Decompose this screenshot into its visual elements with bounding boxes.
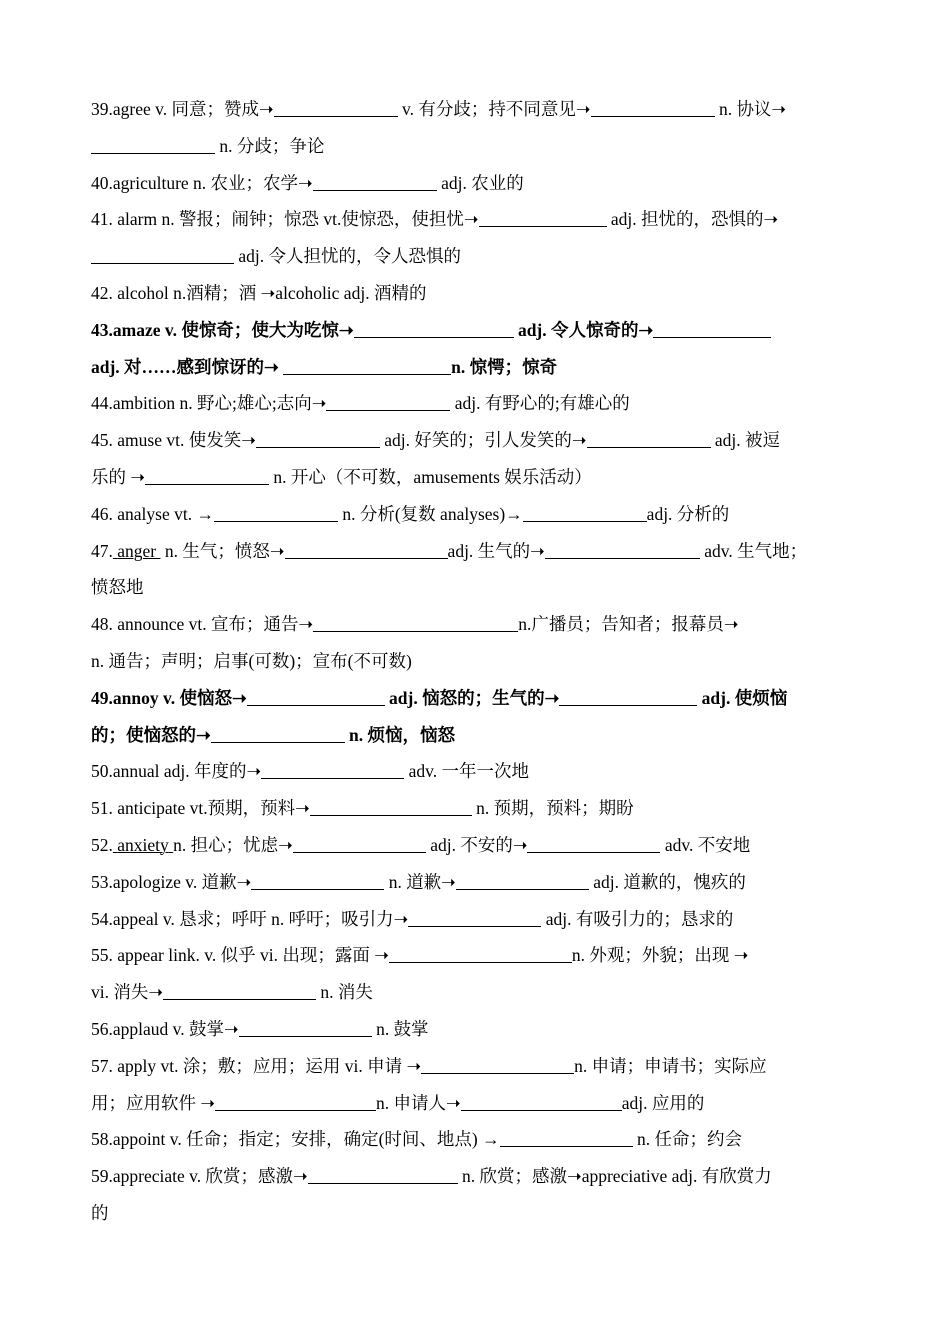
line-53 [91, 864, 863, 901]
answer-blank[interactable] [91, 243, 234, 264]
text: adj. 有吸引力的；恳求的 [545, 908, 734, 929]
text: 愤怒地 [91, 577, 144, 598]
line-42 [91, 275, 863, 312]
text: n. 外观；外貌；出现 ➝ [571, 945, 749, 966]
answer-blank[interactable] [214, 501, 338, 522]
text: vi. 消失➝ [91, 982, 164, 1003]
answer-blank[interactable] [326, 390, 450, 411]
text: adj. 好笑的；引人发笑的➝ [384, 430, 587, 451]
text: 42. alcohol n.酒精；酒 ➝alcoholic adj. 酒精的 [91, 282, 427, 303]
text: adj. 应用的 [621, 1092, 705, 1113]
line-49-cont [91, 717, 863, 754]
text: adj. 令人担忧的，令人恐惧的 [238, 246, 462, 267]
text: adj. 道歉的，愧疚的 [593, 871, 746, 892]
answer-blank[interactable] [215, 1090, 376, 1111]
line-49 [91, 680, 863, 717]
text: adj. 令人惊奇的➝ [517, 319, 654, 340]
text: 58.appoint v. 任命；指定；安排，确定(时间、地点) → [91, 1129, 500, 1150]
answer-blank[interactable] [308, 1163, 458, 1184]
text: adv. 不安地 [664, 834, 751, 855]
text: 46. analyse vt. → [91, 503, 214, 524]
text: n. 鼓掌 [376, 1018, 429, 1039]
text: 40.agriculture n. 农业；农学➝ [91, 172, 313, 193]
text: 57. apply vt. 涂；敷；应用；运用 vi. 申请 ➝ [91, 1055, 422, 1076]
text: 52. [91, 834, 113, 855]
text: n.广播员；告知者；报幕员➝ [518, 614, 739, 635]
answer-blank[interactable] [461, 1090, 622, 1111]
answer-blank[interactable] [251, 869, 384, 890]
text: n. 担心；忧虑➝ [173, 834, 293, 855]
answer-blank[interactable] [310, 795, 472, 816]
text: 54.appeal v. 恳求；呼吁 n. 呼吁；吸引力➝ [91, 908, 409, 929]
answer-blank[interactable] [545, 538, 700, 559]
text: n. 消失 [320, 982, 373, 1003]
answer-blank[interactable] [247, 685, 385, 706]
answer-blank[interactable] [283, 354, 451, 375]
text: 的；使恼怒的➝ [91, 724, 211, 745]
answer-blank[interactable] [274, 96, 398, 117]
line-47-cont [91, 569, 863, 606]
line-52 [91, 827, 863, 864]
keyword-underlined: anxiety [117, 834, 169, 855]
line-55-cont [91, 974, 863, 1011]
line-56 [91, 1011, 863, 1048]
line-40 [91, 165, 863, 202]
text: 48. announce vt. 宣布；通告➝ [91, 614, 314, 635]
text: 49.annoy v. 使恼怒➝ [91, 687, 247, 708]
answer-blank[interactable] [389, 942, 572, 963]
line-43 [91, 312, 863, 349]
answer-blank[interactable] [91, 133, 215, 154]
answer-blank[interactable] [354, 317, 514, 338]
answer-blank[interactable] [293, 832, 426, 853]
keyword-underlined: anger [117, 540, 157, 561]
text: adv. 一年一次地 [408, 761, 529, 782]
answer-blank[interactable] [559, 685, 697, 706]
worksheet-page [91, 91, 863, 1232]
text: v. 有分歧；持不同意见➝ [402, 99, 591, 119]
line-46 [91, 496, 863, 533]
line-54 [91, 901, 863, 938]
text: n. 惊愕；惊奇 [451, 356, 558, 377]
answer-blank[interactable] [211, 722, 345, 743]
text: 59.appreciate v. 欣赏；感激➝ [91, 1166, 308, 1187]
line-59-cont [91, 1195, 863, 1232]
text: 乐的 ➝ [91, 466, 146, 487]
answer-blank[interactable] [421, 1053, 574, 1074]
text: n. 通告；声明；启事(可数)；宣布(不可数) [91, 650, 412, 671]
text: adj. 担忧的，恐惧的➝ [610, 209, 779, 230]
text: n. 分歧；争论 [219, 135, 325, 156]
answer-blank[interactable] [239, 1016, 372, 1037]
answer-blank[interactable] [527, 832, 660, 853]
text: 55. appear link. v. 似乎 vi. 出现；露面 ➝ [91, 945, 389, 966]
answer-blank[interactable] [313, 611, 518, 632]
text: adj. 被逗 [714, 430, 781, 451]
line-58 [91, 1121, 863, 1158]
text: adj. 分析的 [646, 503, 730, 524]
line-44 [91, 385, 863, 422]
answer-blank[interactable] [163, 979, 316, 1000]
answer-blank[interactable] [587, 427, 711, 448]
text: 47. [91, 540, 113, 561]
text: n. 申请人➝ [376, 1092, 461, 1113]
answer-blank[interactable] [313, 170, 437, 191]
line-57 [91, 1048, 863, 1085]
text: adv. 生气地； [704, 540, 808, 561]
line-57-cont [91, 1085, 863, 1122]
text: adj. 农业的 [441, 172, 524, 193]
text: n. 烦恼，恼怒 [349, 724, 456, 745]
answer-blank[interactable] [653, 317, 771, 338]
text: n. 任命；约会 [637, 1129, 743, 1150]
text: 44.ambition n. 野心;雄心;志向➝ [91, 393, 327, 414]
line-45 [91, 422, 863, 459]
answer-blank[interactable] [285, 538, 448, 559]
text: 用；应用软件 ➝ [91, 1092, 216, 1113]
answer-blank[interactable] [523, 501, 647, 522]
line-55 [91, 937, 863, 974]
text: 53.apologize v. 道歉➝ [91, 871, 252, 892]
text: adj. 有野心的;有雄心的 [454, 393, 630, 414]
text: n. 开心（不可数，amusements 娱乐活动） [273, 466, 592, 487]
text: 56.applaud v. 鼓掌➝ [91, 1018, 239, 1039]
line-39 [91, 91, 863, 128]
text: adj. 使烦恼 [701, 687, 788, 708]
line-39-cont [91, 128, 863, 165]
answer-blank[interactable] [456, 869, 589, 890]
answer-blank[interactable] [500, 1126, 633, 1147]
line-48-cont [91, 643, 863, 680]
answer-blank[interactable] [145, 464, 269, 485]
line-48 [91, 606, 863, 643]
answer-blank[interactable] [261, 758, 404, 779]
text: 41. alarm n. 警报；闹钟；惊恐 vt.使惊恐，使担忧➝ [91, 209, 479, 230]
text: n. 分析(复数 analyses)→ [342, 503, 523, 524]
text: n. 道歉➝ [388, 871, 456, 892]
text: n. 预期，预料；期盼 [476, 798, 634, 819]
line-45-cont [91, 459, 863, 496]
line-41-cont [91, 238, 863, 275]
text: adj. 生气的➝ [447, 540, 545, 561]
line-50 [91, 753, 863, 790]
text: n. 欣赏；感激➝appreciative adj. 有欣赏力 [462, 1166, 772, 1187]
text: adj. 恼怒的；生气的➝ [389, 687, 560, 708]
answer-blank[interactable] [408, 906, 541, 927]
line-51 [91, 790, 863, 827]
line-47 [91, 533, 863, 570]
line-41 [91, 201, 863, 238]
text: 的 [91, 1202, 109, 1223]
line-43-cont [91, 349, 863, 386]
answer-blank[interactable] [479, 206, 607, 227]
text: 50.annual adj. 年度的➝ [91, 761, 262, 782]
text: n. 协议➝ [718, 99, 787, 119]
text: adj. 不安的➝ [430, 834, 528, 855]
text: 45. amuse vt. 使发笑➝ [91, 430, 256, 451]
text: adj. 对……感到惊讶的➝ [91, 356, 279, 377]
text: 51. anticipate vt.预期，预料➝ [91, 798, 310, 819]
text: n. 申请；申请书；实际应 [574, 1055, 767, 1076]
text: 39.agree v. 同意；赞成➝ [91, 99, 274, 119]
line-59 [91, 1158, 863, 1195]
answer-blank[interactable] [256, 427, 380, 448]
answer-blank[interactable] [591, 96, 715, 117]
text: 43.amaze v. 使惊奇；使大为吃惊➝ [91, 319, 354, 340]
text: n. 生气；愤怒➝ [164, 540, 285, 561]
